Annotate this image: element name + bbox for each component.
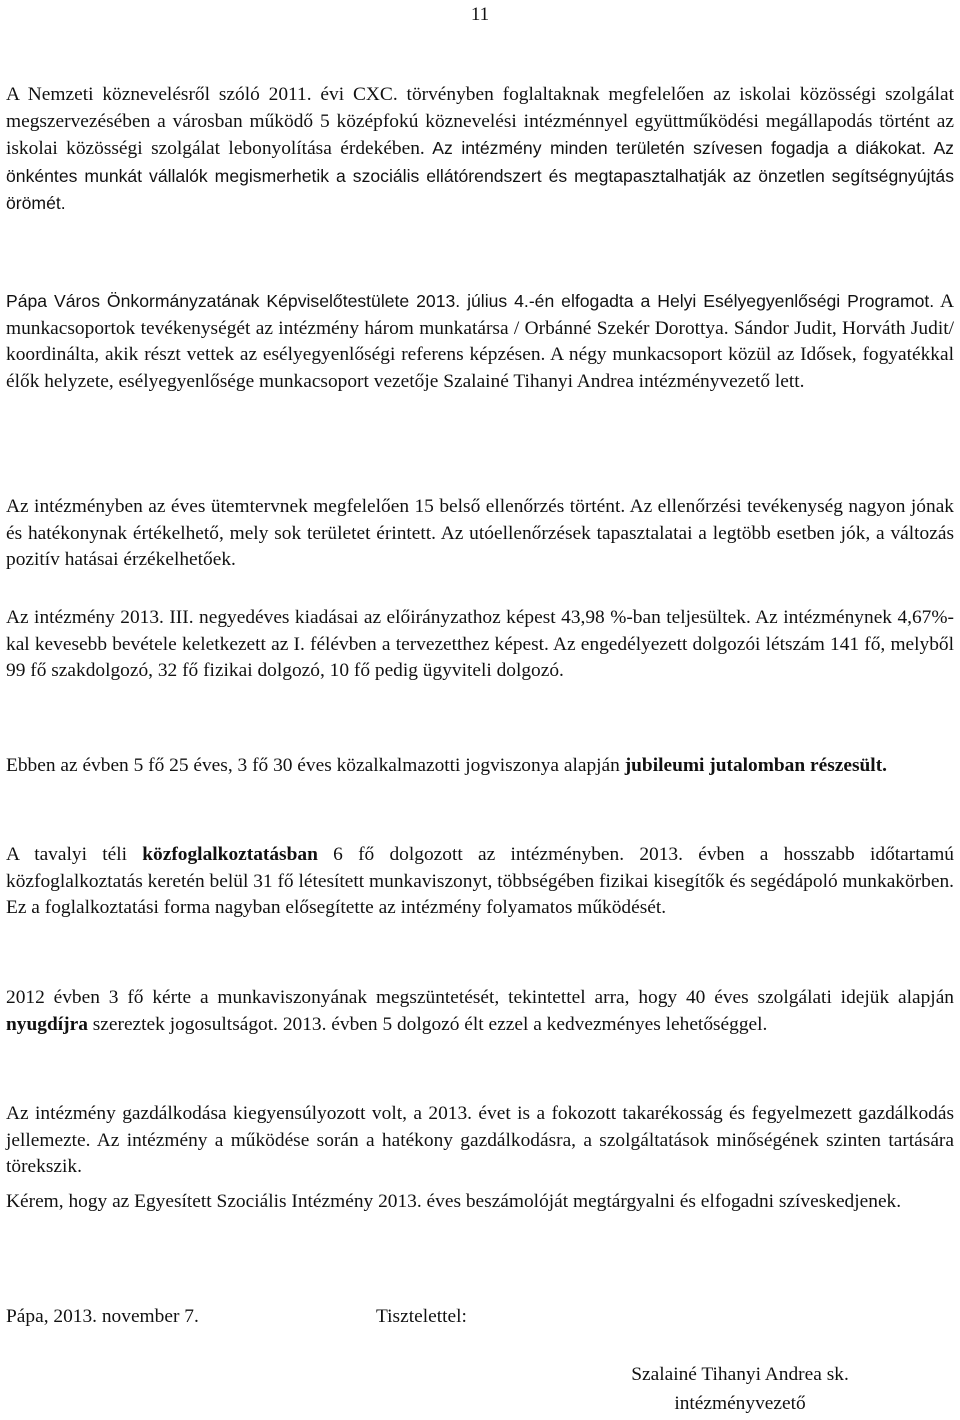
paragraph-text: Ebben az évben 5 fő 25 éves, 3 fő 30 éves közalkalmazotti jogviszonya alapján [6, 755, 625, 776]
paragraph-retirement [6, 985, 954, 1038]
paragraph-text: Pápa Város Önkormányzatának Képviselőtestülete 2013. július 4.-én elfogadta a Helyi Esélyegyenlőségi Programot. [6, 291, 935, 311]
signatory-name: Szalainé Tihanyi Andrea sk. [631, 1364, 849, 1385]
paragraph-public-employment [6, 842, 954, 922]
signatory-title: intézményvezető [674, 1393, 806, 1414]
paragraph-community-service [6, 82, 954, 218]
paragraph-text: Az intézmény minden területén szívesen fogadja a diákokat. Az önkéntes munkát vállalók megismerhetik a szociális ellátórendszert és megtapasztalhatják az önzetlen segítségnyújtás örömét. [6, 138, 954, 213]
paragraph-text: szereztek jogosultságot. 2013. évben 5 dolgozó élt ezzel a kedvezményes lehetőséggel. [87, 1013, 768, 1035]
paragraph-text: A Nemzeti köznevelésről szóló 2011. évi CXC. törvényben foglaltaknak megfelelően az iskolai közösségi szolgálat megszervezésében a városban működő 5 középfokú köznevelési intézménnyel együttműködési megállapodás történt az iskolai közösségi szolgálat lebonyolítása érdekében. [6, 84, 954, 159]
paragraph-internal-audit: Az intézményben az éves ütemtervnek megfelelően 15 belső ellenőrzés történt. Az ellenőrzési tevékenység nagyon jónak és hatékonynak értékelhető, mely sok területet érintett. Az utóellenőrzések tapasztalatai a legtöbb esetben jók, a változás pozitív hatásai érzékelhetőek. [6, 496, 954, 570]
paragraph-bold-text: jubileumi jutalomban részesült. [624, 755, 888, 776]
paragraph-financial-management: Az intézmény gazdálkodása kiegyensúlyozott volt, a 2013. évet is a fokozott takarékosság és fegyelmezett gazdálkodás jellemezte. Az intézmény a működése során a hatékony gazdálkodásra, a szolgáltatások minőségének szinten tartására törekszik. [6, 1103, 954, 1177]
paragraph-bold-text: nyugdíjra [6, 1013, 88, 1035]
greeting: Tisztelettel: [376, 1306, 467, 1327]
page-number: 11 [470, 4, 490, 25]
paragraph-bold-text: közfoglalkoztatásban [142, 844, 318, 865]
paragraph-request: Kérem, hogy az Egyesített Szociális Intézmény 2013. éves beszámolóját megtárgyalni és elfogadni szíveskedjenek. [6, 1191, 902, 1212]
paragraph-budget: Az intézmény 2013. III. negyedéves kiadásai az előirányzathoz képest 43,98 %-ban teljesültek. Az intézménynek 4,67%-kal kevesebb bevétele keletkezett az I. félévben a tervezetthez képest. Az engedélyezett dolgozói létszám 141 fő, melyből 99 fő szakdolgozó, 32 fő fizikai dolgozó, 10 fő pedig ügyviteli dolgozó. [6, 607, 954, 681]
signature-block [560, 1360, 920, 1418]
paragraph-text: 2012 évben 3 fő kérte a munkaviszonyának megszüntetését, tekintettel arra, hogy 40 éves szolgálati idejük alapján [6, 987, 954, 1008]
paragraph-jubilee [6, 753, 954, 780]
paragraph-text: 6 fő dolgozott az intézményben. 2013. évben a hosszabb időtartamú közfoglalkoztatás keretén belül 31 fő létesített munkaviszonyt, többségében fizikai kisegítők és segédápoló munkakörben. Ez a foglalkoztatási forma nagyban elősegítette az intézmény folyamatos működését. [6, 844, 954, 918]
place-date: Pápa, 2013. november 7. [6, 1306, 199, 1327]
paragraph-text: A munkacsoportok tevékenységét az intézmény három munkatársa / Orbánné Szekér Dorottya. Sándor Judit, Horváth Judit/ koordinálta, akik részt vettek az esélyegyenlőségi referens képzésen. A négy munkacsoport közül az Idősek, fogyatékkal élők helyzete, esélyegyenlősége munkacsoport vezetője Szalainé Tihanyi Andrea intézményvezető lett. [6, 291, 955, 392]
paragraph-text: A tavalyi téli [6, 844, 143, 865]
paragraph-equal-opportunity [6, 288, 954, 395]
